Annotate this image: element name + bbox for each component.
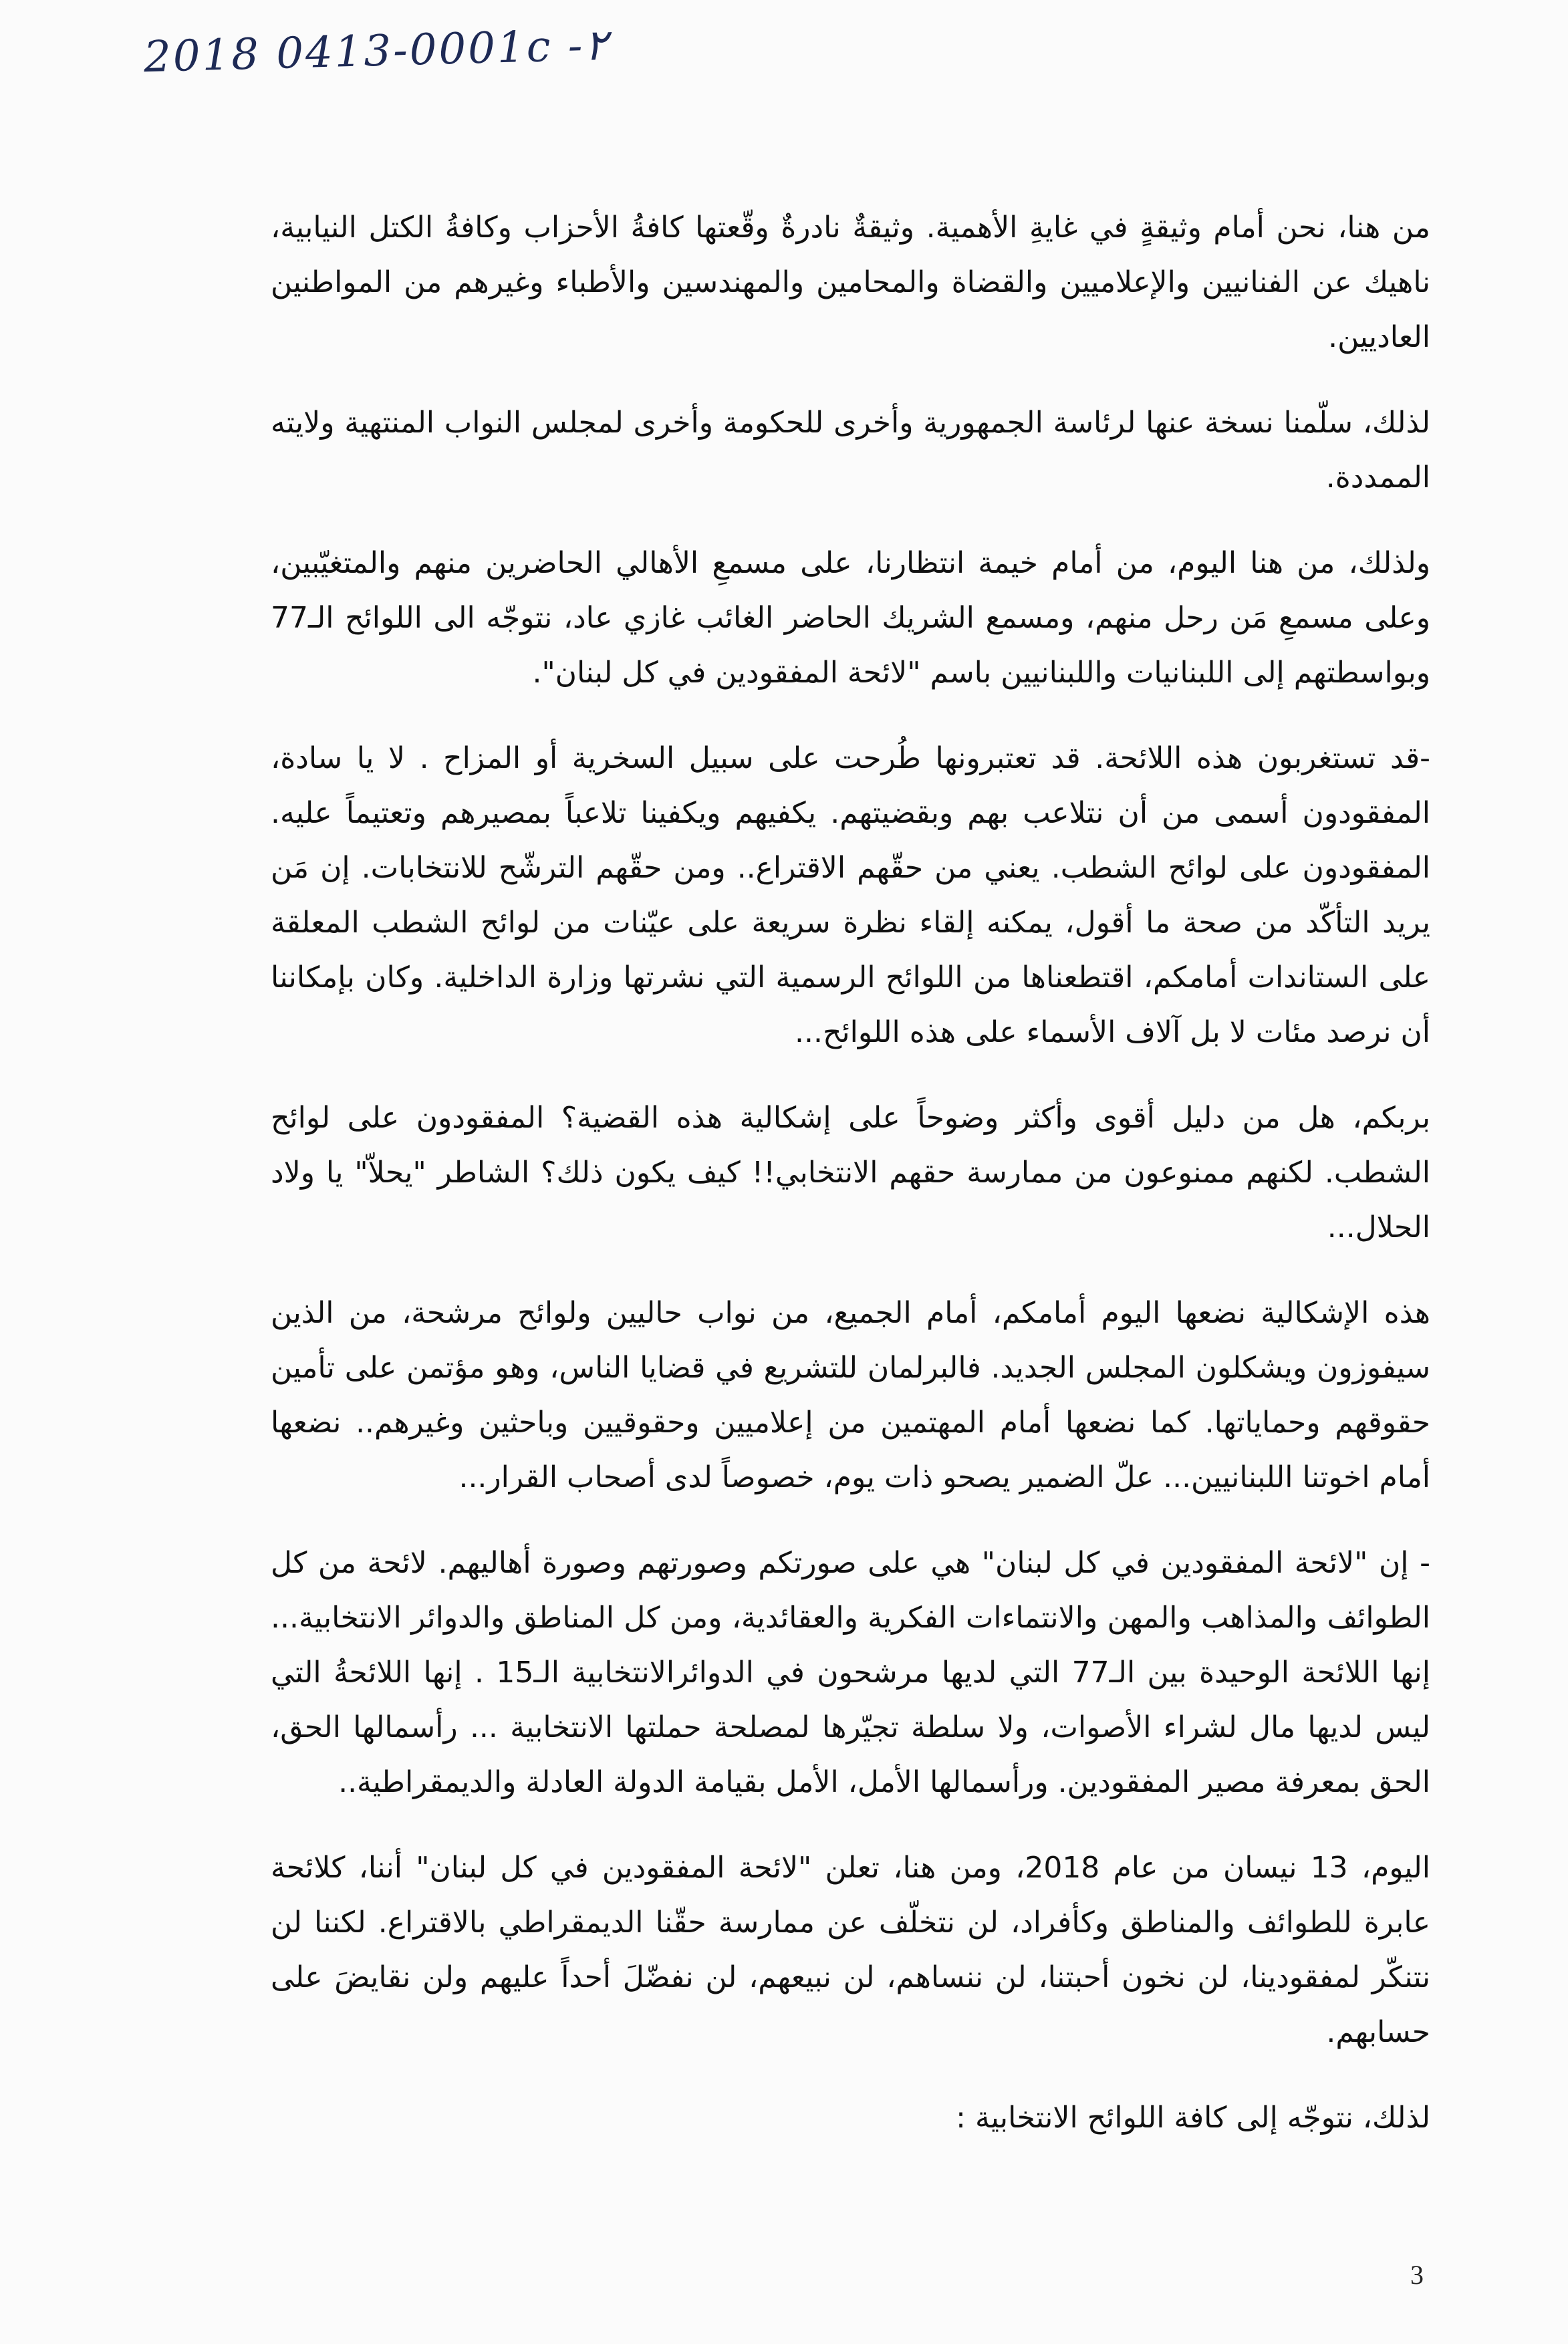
paragraph: لذلك، نتوجّه إلى كافة اللوائح الانتخابية : [956,2101,1430,2135]
paragraph: اليوم، 13 نيسان من عام 2018، ومن هنا، تعلن "لائحة المفقودين في كل لبنان" أننا، كلائحة عابرة للطوائف والمناطق وكأفراد، لن نتخلّف عن ممارسة حقّنا الديمقراطي بالاقتراع. لكننا لن نتنكّر لمفقودينا، لن نخون أحبتنا، لن ننساهم، لن نبيعهم، لن نفضّلَ أحداً عليهم ولن نقايضَ على حسابهم. [271,1851,1430,2049]
paragraph: لذلك، سلّمنا نسخة عنها لرئاسة الجمهورية وأخرى للحكومة وأخرى لمجلس النواب المنتهية ولايته الممددة. [271,406,1430,495]
handwritten-reference-number: 2018 0413-0001c -٢ [143,20,608,83]
paragraph: من هنا، نحن أمام وثيقةٍ في غايةِ الأهمية. وثيقةٌ نادرةٌ وقّعتها كافةُ الأحزاب وكافةُ الكتل النيابية، ناهيك عن الفنانيين والإعلاميين والقضاة والمحامين والمهندسين والأطباء وغيرهم من المواطنين العاديين. [271,211,1430,354]
document-body [271,201,1430,2176]
paragraph: ولذلك، من هنا اليوم، من أمام خيمة انتظارنا، على مسمعِ الأهالي الحاضرين منهم والمتغيّبين، وعلى مسمعِ مَن رحل منهم، ومسمع الشريك الحاضر الغائب غازي عاد، نتوجّه الى اللوائح الـ77 وبواسطتهم إلى اللبنانيات واللبنانيين باسم "لائحة المفقودين في كل لبنان". [271,546,1430,690]
page-number: 3 [1410,2260,1424,2290]
paragraph: هذه الإشكالية نضعها اليوم أمامكم، أمام الجميع، من نواب حاليين ولوائح مرشحة، من الذين سيفوزون ويشكلون المجلس الجديد. فالبرلمان للتشريع في قضايا الناس، وهو مؤتمن على تأمين حقوقهم وحماياتها. كما نضعها أمام المهتمين من إعلاميين وحقوقيين وباحثين وغيرهم.. نضعها أمام اخوتنا اللبنانيين... علّ الضمير يصحو ذات يوم، خصوصاً لدى أصحاب القرار... [271,1296,1430,1494]
paragraph: - إن "لائحة المفقودين في كل لبنان" هي على صورتكم وصورتهم وصورة أهاليهم. لائحة من كل الطوائف والمذاهب والمهن والانتماءات الفكرية والعقائدية، ومن كل المناطق والدوائر الانتخابية... إنها اللائحة الوحيدة بين الـ77 التي لديها مرشحون في الدوائرالانتخابية الـ15 . إنها اللائحةُ التي ليس لديها مال لشراء الأصوات، ولا سلطة تجيّرها لمصلحة حملتها الانتخابية ... رأسمالها الحق، الحق بمعرفة مصير المفقودين. ورأسمالها الأمل، الأمل بقيامة الدولة العادلة والديمقراطية.. [271,1546,1430,1799]
paragraph: -قد تستغربون هذه اللائحة. قد تعتبرونها طُرحت على سبيل السخرية أو المزاح . لا يا سادة، المفقودون أسمى من أن نتلاعب بهم وبقضيتهم. يكفيهم ويكفينا تلاعباً بمصيرهم وتعتيماً عليه. المفقودون على لوائح الشطب. يعني من حقّهم الاقتراع.. ومن حقّهم الترشّح للانتخابات. إن مَن يريد التأكّد من صحة ما أقول، يمكنه إلقاء نظرة سريعة على عيّنات من لوائح الشطب المعلقة على الستاندات أمامكم، اقتطعناها من اللوائح الرسمية التي نشرتها وزارة الداخلية. وكان بإمكاننا أن نرصد مئات لا بل آلاف الأسماء على هذه اللوائح... [271,741,1430,1049]
paragraph: بربكم، هل من دليل أقوى وأكثر وضوحاً على إشكالية هذه القضية؟ المفقودون على لوائح الشطب. لكنهم ممنوعون من ممارسة حقهم الانتخابي!! كيف يكون ذلك؟ الشاطر "يحلاّ" يا ولاد الحلال... [271,1101,1430,1245]
